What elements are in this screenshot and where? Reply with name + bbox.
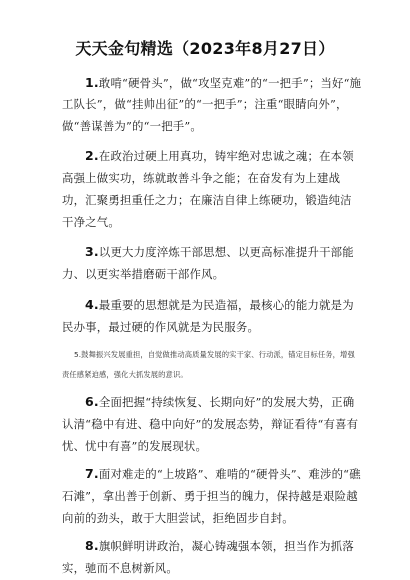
- paragraph-4: [62, 294, 362, 339]
- paragraph-number: 5.: [74, 350, 82, 360]
- paragraph-3: [62, 241, 362, 286]
- paragraph-text: 面对难走的“上坡路”、难啃的“硬骨头”、难涉的“礁石滩”，拿出善于创新、勇于担当的魄力，保持越是艰险越向前的劲头，敢于大胆尝试，拒绝固步自封。: [62, 467, 361, 525]
- paragraph-text: 最重要的思想就是为民造福，最核心的能力就是为民办事，最过硬的作风就是为民服务。: [62, 298, 354, 335]
- paragraph-number: 2.: [85, 148, 99, 164]
- paragraph-text: 全面把握“持续恢复、长期向好”的发展大势，正确认清“稳中有进、稳中向好”的发展态势，辩证看待“有喜有忧、忧中有喜”的发展现状。: [62, 395, 359, 453]
- paragraph-1: [62, 72, 362, 138]
- paragraph-text: 敢啃“硬骨头”，做“攻坚克难”的“一把手”；当好“施工队长”，做“挂帅出征”的“一把手”；注重“眼睛向外”，做“善谋善为”的“一把手”。: [62, 75, 362, 134]
- paragraph-number: 8.: [85, 538, 99, 554]
- paragraph-text: 以更大力度淬炼干部思想、以更高标准提升干部能力、以更实举措磨砺干部作风。: [62, 245, 354, 282]
- paragraph-text: 在政治过硬上用真功，铸牢绝对忠诚之魂；在本领高强上做实功，练就敢善斗争之能；在奋发有为上建战功，汇聚勇担重任之力；在廉洁自律上练硬功，锻造纯洁干净之气。: [62, 149, 354, 229]
- paragraph-number: 3.: [85, 244, 99, 260]
- paragraph-2: [62, 145, 362, 233]
- paragraph-number: 4.: [85, 297, 99, 313]
- paragraph-8: [62, 535, 362, 580]
- paragraph-6: [62, 391, 362, 457]
- paragraph-number: 6.: [85, 394, 99, 410]
- paragraph-text: 旗帜鲜明讲政治，凝心铸魂强本领，担当作为抓落实，驰而不息树新风。: [62, 539, 354, 575]
- paragraph-5: [62, 345, 362, 385]
- paragraph-number: 7.: [85, 466, 99, 482]
- paragraph-number: 1.: [85, 74, 99, 90]
- paragraph-7: [62, 463, 362, 529]
- paragraph-text: 鼓舞振兴发展重担，自觉做推动高质量发展的实干家、行动派，锚定目标任务，增强责任感紧迫感，强化大抓发展的意识。: [62, 350, 355, 380]
- document-title: 天天金句精选（2023年8月27日）: [75, 39, 335, 58]
